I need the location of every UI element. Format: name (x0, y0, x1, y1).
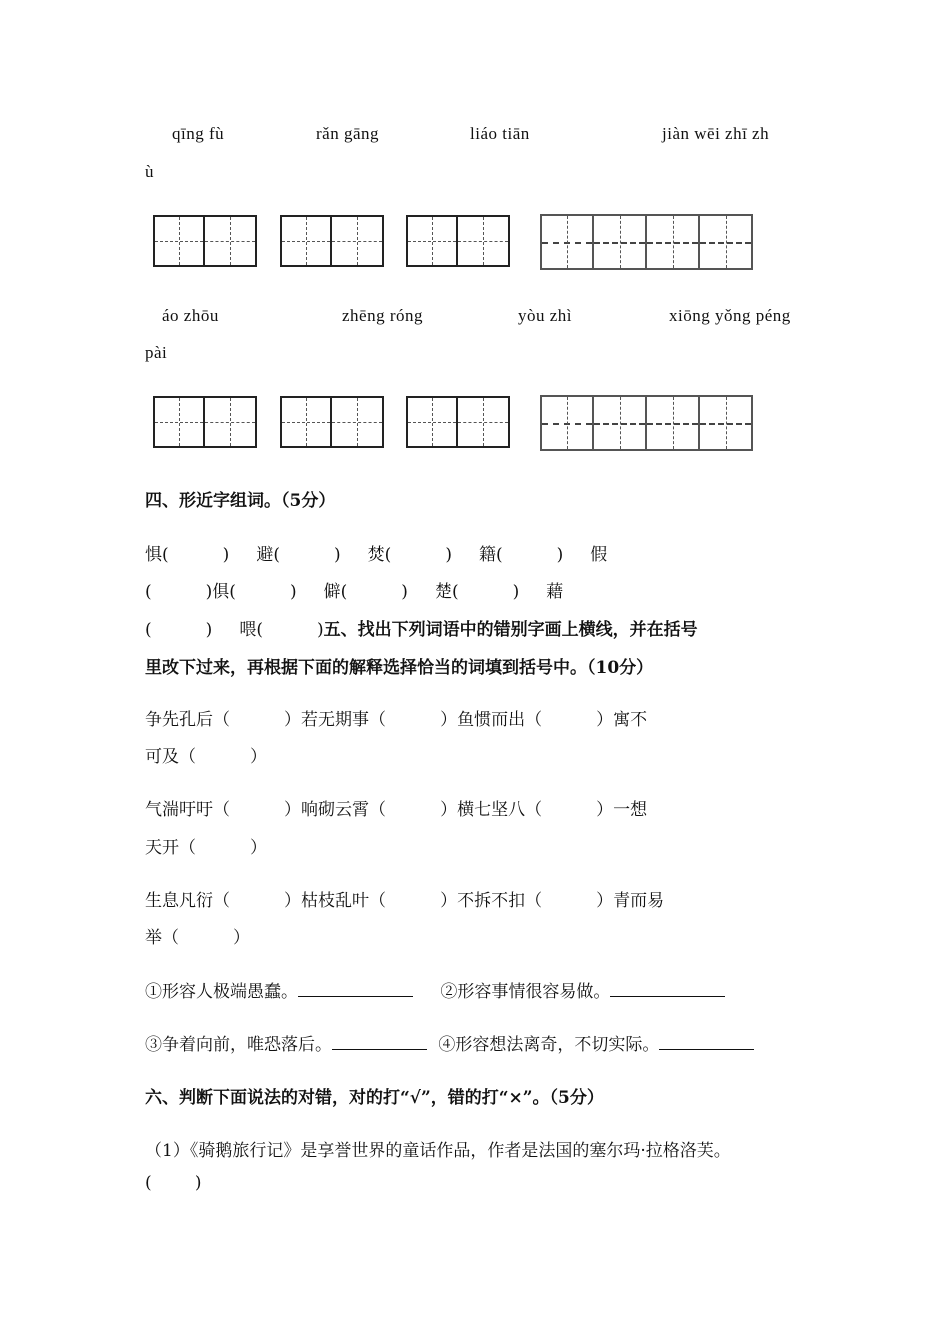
pinyin-4-wrap: ù (145, 162, 154, 181)
definition-row-1 (145, 977, 725, 1002)
writing-grid[interactable] (153, 215, 257, 267)
section-5-title-cont: 里改下过来，再根据下面的解释选择恰当的词填到括号中。（10分） (145, 658, 654, 678)
definition-2: ②形容事情很容易做。 (440, 982, 611, 1002)
pinyin-2: rǎn gāng (316, 124, 380, 143)
question-1: （1）《骑鹅旅行记》是享誉世界的童话作品，作者是法国的塞尔玛·拉格洛芙。 (145, 1141, 731, 1161)
pinyin-4: jiàn wēi zhī zh (662, 124, 770, 143)
writing-grid[interactable] (406, 396, 510, 448)
pinyin-8-wrap: pài (145, 343, 168, 362)
idiom-row-3: 生息凡衍（ ）枯枝乱叶（ ）不拆不扣（ ）青而易 (145, 891, 665, 911)
pinyin-7: yòu zhì (518, 306, 573, 325)
definition-1: ①形容人极端愚蠢。 (145, 982, 298, 1002)
question-1-answer[interactable]: ( ) (145, 1173, 202, 1193)
definition-row-2 (145, 1030, 754, 1055)
writing-grid[interactable] (153, 396, 257, 448)
idiom-row-2: 气湍吁吁（ ）响砌云霄（ ）横七坚八（ ）一想 (145, 800, 648, 820)
section-4-title: 四、形近字组词。（5分） (145, 491, 336, 511)
answer-blank-2[interactable] (610, 980, 725, 997)
writing-grid[interactable] (540, 395, 753, 451)
idiom-row-1-cont: 可及（ ） (145, 747, 268, 767)
section-4-line-1: 惧( ) 避( ) 焚( ) 籍( ) 假 (145, 545, 608, 565)
answer-blank-3[interactable] (332, 1033, 427, 1050)
section-4-line-2: ( )俱( ) 僻( ) 楚( ) 藉 (145, 582, 564, 602)
idiom-row-1: 争先孔后（ ）若无期事（ ）鱼惯而出（ ）寓不 (145, 710, 648, 730)
idiom-row-2-cont: 天开（ ） (145, 838, 268, 858)
writing-grid[interactable] (280, 396, 384, 448)
pinyin-6: zhēng róng (342, 306, 424, 325)
answer-blank-4[interactable] (659, 1033, 754, 1050)
writing-grid[interactable] (280, 215, 384, 267)
section-4-line-3 (145, 615, 698, 640)
writing-grid[interactable] (540, 214, 753, 270)
section-6-title: 六、判断下面说法的对错，对的打“√”，错的打“×”。（5分） (145, 1088, 604, 1108)
writing-grid[interactable] (406, 215, 510, 267)
pinyin-8: xiōng yǒng péng (669, 306, 791, 325)
definition-4: ④形容想法离奇，不切实际。 (438, 1035, 660, 1055)
definition-3: ③争着向前，唯恐落后。 (145, 1035, 332, 1055)
answer-blank-1[interactable] (298, 980, 413, 997)
section-4-line-3-text: ( ) 喂( ) (145, 620, 324, 640)
pinyin-1: qīng fù (172, 124, 225, 143)
idiom-row-3-cont: 举（ ） (145, 928, 251, 948)
pinyin-5: áo zhōu (162, 306, 219, 325)
pinyin-3: liáo tiān (470, 124, 530, 143)
section-5-title: 五、找出下列词语中的错别字画上横线，并在括号 (323, 620, 698, 640)
